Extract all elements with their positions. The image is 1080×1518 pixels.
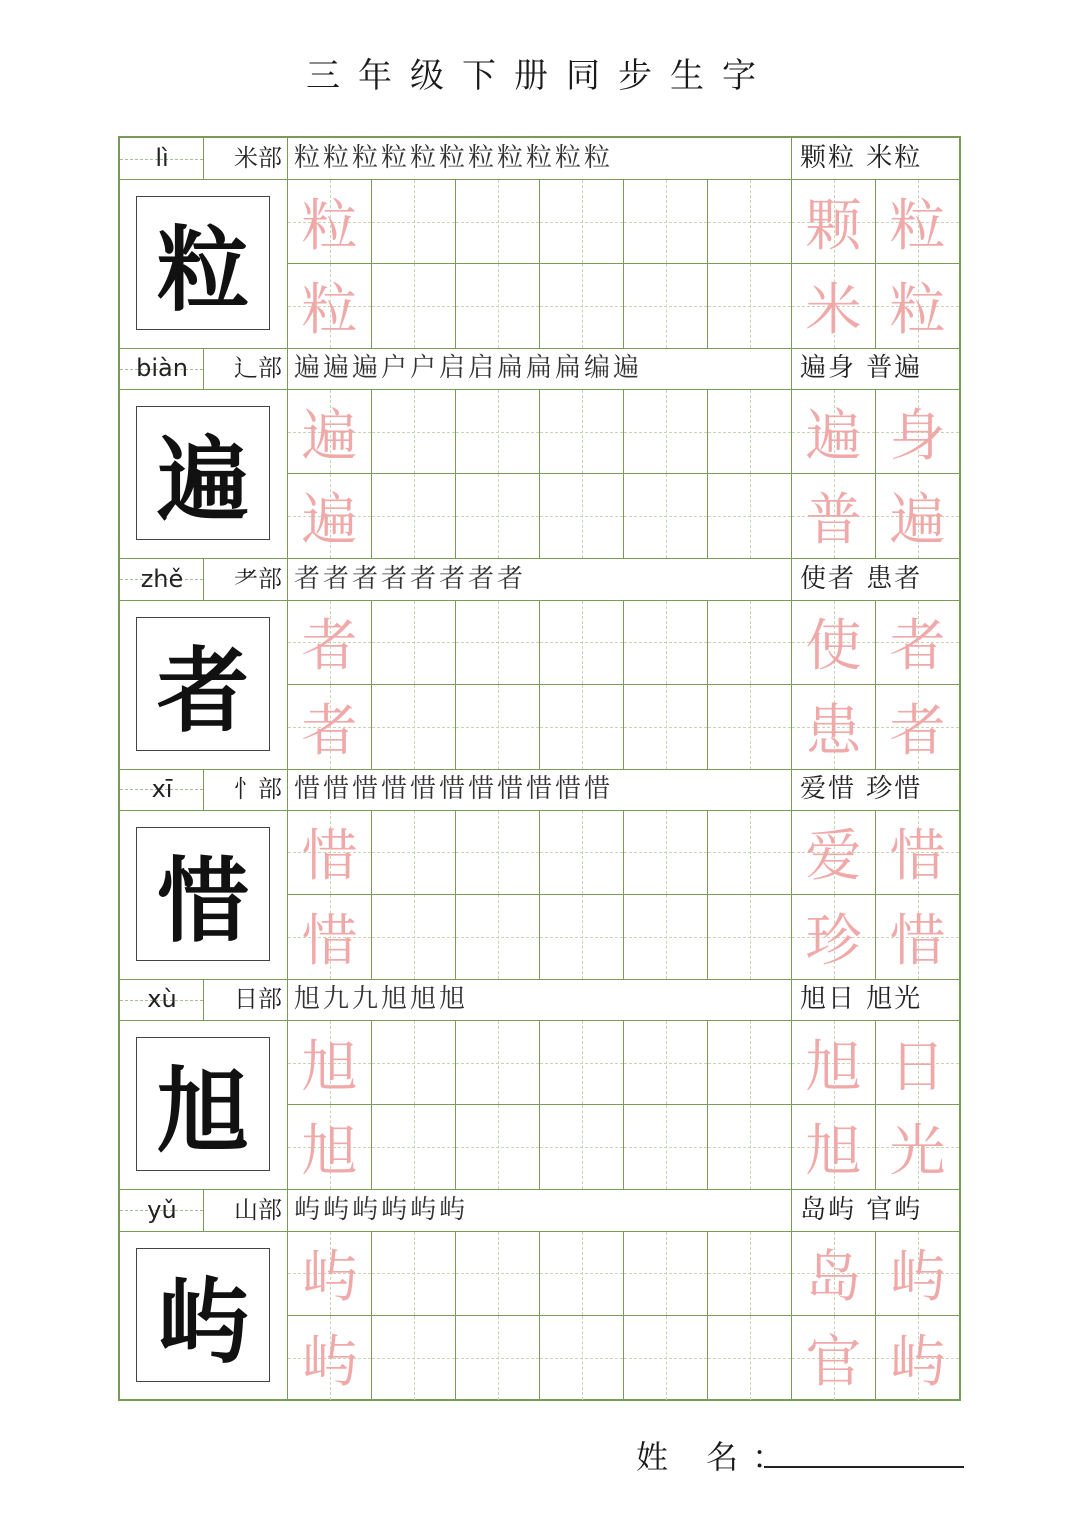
writing-cell[interactable] [288, 1021, 372, 1105]
word-writing-cell[interactable] [876, 811, 959, 895]
radical: 忄部 [234, 774, 282, 803]
stroke-order-cell [288, 1190, 792, 1231]
trace-word-character: 日 [889, 1034, 946, 1100]
trace-character: 遍 [301, 488, 358, 554]
trace-word-character: 惜 [889, 824, 946, 890]
trace-character: 旭 [301, 1119, 358, 1185]
trace-word-character: 者 [889, 614, 946, 680]
stroke-order: 粒粒粒粒粒粒粒粒粒粒粒 [294, 143, 614, 173]
writing-cell[interactable] [708, 180, 792, 264]
stroke-order-cell [288, 138, 792, 179]
writing-cell[interactable] [456, 474, 540, 558]
trace-character: 屿 [301, 1245, 358, 1310]
writing-cell[interactable] [708, 1232, 792, 1316]
word-writing-cell[interactable] [876, 1021, 959, 1105]
word-writing-cell[interactable] [876, 895, 959, 979]
stroke-order-cell [288, 979, 792, 1020]
radical-cell [204, 348, 288, 389]
writing-cell[interactable] [540, 1105, 624, 1189]
writing-cell[interactable] [288, 1105, 372, 1189]
writing-cell[interactable] [540, 895, 624, 979]
trace-word-character: 使 [805, 614, 862, 680]
word-writing-cell[interactable] [876, 685, 959, 769]
trace-word-character: 旭 [805, 1034, 862, 1100]
word-writing-cell[interactable] [876, 1105, 959, 1189]
pinyin-cell [120, 559, 204, 600]
writing-cell[interactable] [624, 264, 708, 348]
radical-cell [204, 559, 288, 600]
word-writing-cell[interactable] [876, 1232, 959, 1316]
writing-cell[interactable] [456, 180, 540, 264]
example-words: 颗粒 米粒 [800, 143, 923, 173]
writing-cell[interactable] [456, 264, 540, 348]
trace-word-character: 屿 [889, 1329, 946, 1395]
practice-body [120, 811, 959, 980]
trace-character: 粒 [301, 193, 358, 259]
trace-word-character: 患 [805, 698, 862, 764]
stroke-order: 旭九九旭旭旭 [294, 984, 469, 1015]
writing-cell[interactable] [708, 811, 792, 895]
writing-cell[interactable] [372, 390, 456, 474]
stroke-order: 惜惜惜惜惜惜惜惜惜惜惜 [294, 773, 614, 804]
pinyin: biàn [136, 354, 188, 383]
word-writing-cell[interactable] [876, 180, 959, 264]
writing-cell[interactable] [372, 474, 456, 558]
words-cell [792, 979, 959, 1020]
trace-character: 旭 [301, 1034, 358, 1100]
writing-cell[interactable] [540, 685, 624, 769]
word-writing-cell[interactable] [792, 1105, 876, 1189]
radical-cell [204, 138, 288, 179]
writing-cell[interactable] [372, 601, 456, 685]
writing-cell[interactable] [456, 1316, 540, 1400]
character-block [120, 348, 959, 559]
trace-character: 者 [301, 698, 358, 764]
trace-character: 遍 [301, 403, 358, 469]
writing-cell[interactable] [540, 390, 624, 474]
trace-word-character: 普 [805, 488, 862, 554]
trace-word-character: 爱 [805, 824, 862, 890]
trace-character: 屿 [301, 1329, 358, 1395]
character-header-row [120, 138, 959, 180]
character-header-row [120, 1190, 959, 1232]
pinyin: xù [147, 985, 177, 1014]
name-label: 姓 名： [636, 1438, 799, 1476]
model-character: 屿 [136, 1248, 270, 1382]
word-writing-cell[interactable] [792, 601, 876, 685]
trace-word-character: 遍 [889, 488, 946, 554]
radical: 山部 [234, 1195, 282, 1224]
writing-cell[interactable] [456, 685, 540, 769]
character-header-row [120, 559, 959, 601]
writing-cell[interactable] [288, 601, 372, 685]
model-character-cell [120, 811, 288, 979]
words-cell [792, 769, 959, 810]
name-input-line[interactable] [764, 1466, 964, 1468]
writing-cell[interactable] [456, 811, 540, 895]
writing-cell[interactable] [456, 1021, 540, 1105]
writing-cell[interactable] [708, 685, 792, 769]
writing-cell[interactable] [288, 390, 372, 474]
writing-cell[interactable] [372, 264, 456, 348]
writing-cell[interactable] [708, 390, 792, 474]
stroke-order: 遍遍遍户户启启扁扁扁编遍 [294, 353, 643, 384]
writing-cell[interactable] [372, 811, 456, 895]
radical: 米部 [234, 144, 282, 172]
character-block [120, 1190, 959, 1401]
word-writing-cell[interactable] [792, 1021, 876, 1105]
writing-cell[interactable] [456, 1232, 540, 1316]
trace-word-character: 官 [805, 1329, 862, 1395]
practice-body [120, 1232, 959, 1401]
writing-cell[interactable] [456, 895, 540, 979]
writing-cell[interactable] [624, 1105, 708, 1189]
writing-cell[interactable] [372, 1105, 456, 1189]
trace-word-character: 光 [889, 1119, 946, 1185]
writing-cell[interactable] [540, 1232, 624, 1316]
writing-cell[interactable] [288, 1316, 372, 1400]
model-character: 惜 [136, 827, 270, 961]
model-character: 者 [136, 617, 270, 751]
practice-sheet [118, 136, 961, 1401]
writing-cell[interactable] [456, 390, 540, 474]
word-writing-cell[interactable] [792, 180, 876, 264]
pinyin-cell [120, 348, 204, 389]
trace-word-character: 粒 [889, 278, 946, 343]
writing-cell[interactable] [708, 264, 792, 348]
trace-character: 者 [301, 614, 358, 680]
pinyin: lì [155, 144, 169, 172]
trace-word-character: 米 [805, 278, 862, 343]
writing-cell[interactable] [624, 1232, 708, 1316]
pinyin-cell [120, 979, 204, 1020]
writing-cell[interactable] [624, 390, 708, 474]
stroke-order-cell [288, 348, 792, 389]
radical: 日部 [234, 985, 282, 1014]
writing-cell[interactable] [288, 811, 372, 895]
pinyin: yǔ [147, 1195, 177, 1224]
writing-cell[interactable] [708, 1105, 792, 1189]
pinyin: zhě [140, 564, 184, 593]
writing-cell[interactable] [372, 1021, 456, 1105]
radical: 耂部 [234, 564, 282, 593]
stroke-order: 屿屿屿屿屿屿 [294, 1194, 469, 1225]
pinyin-cell [120, 1190, 204, 1231]
writing-cell[interactable] [708, 895, 792, 979]
writing-cell[interactable] [372, 180, 456, 264]
trace-character: 惜 [301, 908, 358, 974]
word-writing-cell[interactable] [876, 1316, 959, 1400]
writing-cell[interactable] [708, 601, 792, 685]
writing-cell[interactable] [288, 180, 372, 264]
writing-cell[interactable] [624, 1316, 708, 1400]
writing-cell[interactable] [456, 601, 540, 685]
writing-cell[interactable] [288, 895, 372, 979]
writing-cell[interactable] [624, 180, 708, 264]
practice-body [120, 601, 959, 770]
model-character: 旭 [136, 1037, 270, 1171]
writing-cell[interactable] [372, 685, 456, 769]
example-words: 旭日 旭光 [800, 984, 923, 1015]
trace-word-character: 珍 [805, 908, 862, 974]
model-character: 遍 [136, 406, 270, 540]
character-block [120, 559, 959, 770]
trace-word-character: 岛 [805, 1245, 862, 1310]
writing-cell[interactable] [540, 474, 624, 558]
stroke-order: 者者者者者者者者 [294, 563, 527, 594]
words-cell [792, 1190, 959, 1231]
character-block [120, 979, 959, 1190]
writing-cell[interactable] [372, 1232, 456, 1316]
character-block [120, 138, 959, 349]
writing-cell[interactable] [624, 601, 708, 685]
example-words: 岛屿 官屿 [800, 1194, 923, 1225]
writing-cell[interactable] [540, 1316, 624, 1400]
model-character-cell [120, 1021, 288, 1189]
practice-body [120, 180, 959, 349]
writing-cell[interactable] [624, 685, 708, 769]
writing-cell[interactable] [288, 685, 372, 769]
word-writing-cell[interactable] [792, 685, 876, 769]
writing-cell[interactable] [372, 895, 456, 979]
radical-cell [204, 1190, 288, 1231]
words-cell [792, 348, 959, 389]
word-writing-cell[interactable] [792, 390, 876, 474]
writing-cell[interactable] [540, 811, 624, 895]
trace-word-character: 屿 [889, 1245, 946, 1310]
word-writing-cell[interactable] [792, 264, 876, 348]
character-block [120, 769, 959, 980]
trace-word-character: 惜 [889, 908, 946, 974]
model-character-cell [120, 390, 288, 558]
writing-cell[interactable] [624, 1021, 708, 1105]
model-character-cell [120, 180, 288, 348]
writing-cell[interactable] [288, 474, 372, 558]
character-header-row [120, 769, 959, 811]
writing-cell[interactable] [288, 264, 372, 348]
word-writing-cell[interactable] [792, 895, 876, 979]
word-writing-cell[interactable] [876, 474, 959, 558]
pinyin: xī [151, 774, 173, 803]
writing-cell[interactable] [540, 264, 624, 348]
model-character: 粒 [136, 196, 270, 330]
writing-cell[interactable] [540, 180, 624, 264]
writing-cell[interactable] [708, 1021, 792, 1105]
writing-cell[interactable] [288, 1232, 372, 1316]
word-writing-cell[interactable] [792, 474, 876, 558]
writing-cell[interactable] [624, 474, 708, 558]
word-writing-cell[interactable] [876, 390, 959, 474]
writing-cell[interactable] [456, 1105, 540, 1189]
writing-cell[interactable] [372, 1316, 456, 1400]
word-writing-cell[interactable] [876, 264, 959, 348]
words-cell [792, 559, 959, 600]
trace-character: 惜 [301, 824, 358, 890]
model-character-cell [120, 1232, 288, 1400]
trace-word-character: 粒 [889, 193, 946, 259]
character-header-row [120, 979, 959, 1021]
example-words: 使者 患者 [800, 563, 923, 594]
example-words: 爱惜 珍惜 [800, 773, 923, 804]
radical: 辶部 [234, 354, 282, 383]
character-header-row [120, 348, 959, 390]
radical-cell [204, 769, 288, 810]
word-writing-cell[interactable] [792, 1232, 876, 1316]
writing-cell[interactable] [708, 474, 792, 558]
writing-cell[interactable] [624, 811, 708, 895]
trace-word-character: 者 [889, 698, 946, 764]
word-writing-cell[interactable] [876, 601, 959, 685]
word-writing-cell[interactable] [792, 811, 876, 895]
writing-cell[interactable] [708, 1316, 792, 1400]
trace-word-character: 身 [889, 403, 946, 469]
stroke-order-cell [288, 559, 792, 600]
page-title: 三年级下册同步生字 [306, 56, 774, 96]
stroke-order-cell [288, 769, 792, 810]
practice-body [120, 1021, 959, 1190]
radical-cell [204, 979, 288, 1020]
trace-word-character: 遍 [805, 403, 862, 469]
example-words: 遍身 普遍 [800, 353, 923, 384]
word-writing-cell[interactable] [792, 1316, 876, 1400]
writing-cell[interactable] [540, 1021, 624, 1105]
writing-cell[interactable] [624, 895, 708, 979]
pinyin-cell [120, 769, 204, 810]
pinyin-cell [120, 138, 204, 179]
trace-word-character: 旭 [805, 1119, 862, 1185]
model-character-cell [120, 601, 288, 769]
trace-character: 粒 [301, 278, 358, 343]
words-cell [792, 138, 959, 179]
trace-word-character: 颗 [805, 193, 862, 259]
writing-cell[interactable] [540, 601, 624, 685]
practice-body [120, 390, 959, 559]
